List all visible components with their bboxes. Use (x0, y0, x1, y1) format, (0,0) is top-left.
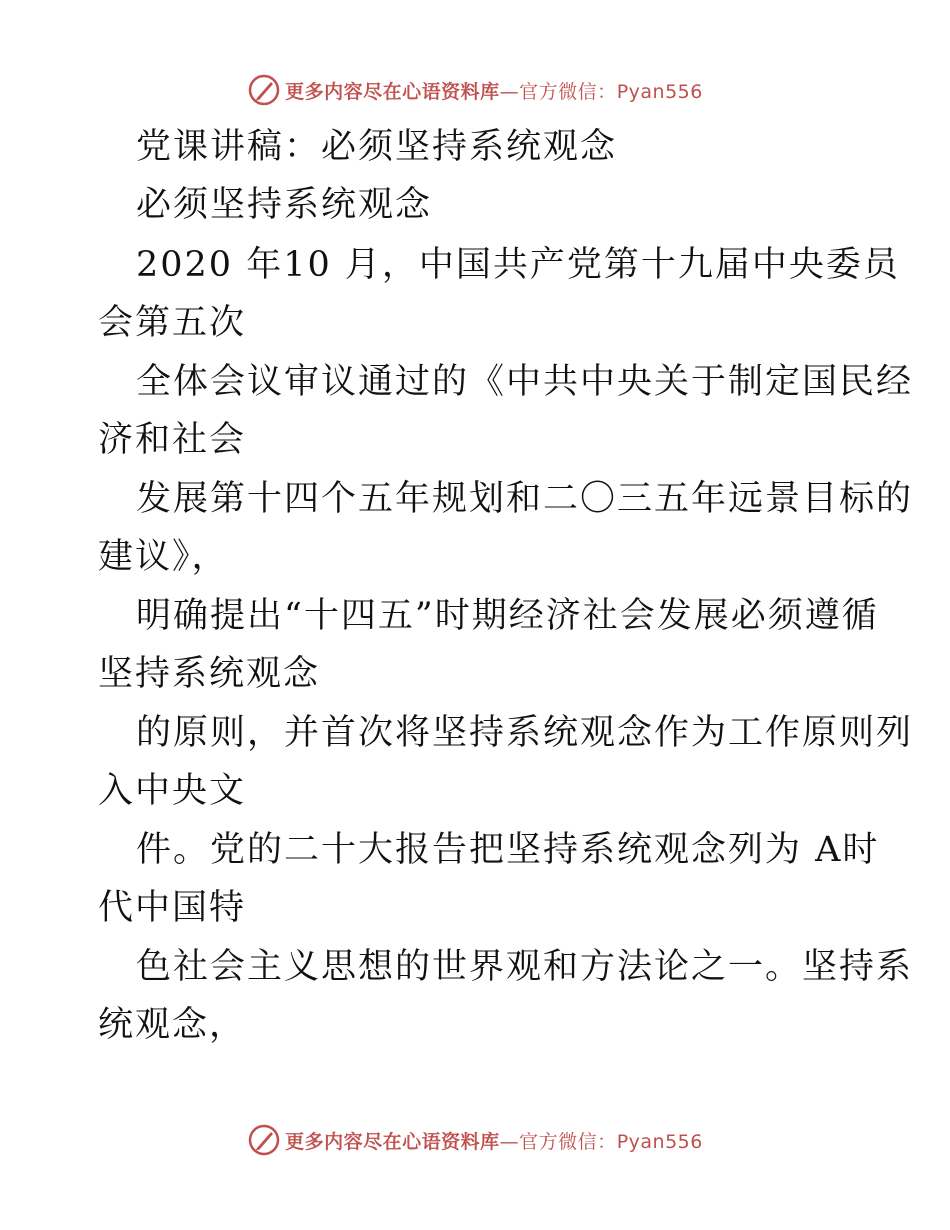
watermark-separator: — (499, 1130, 520, 1153)
watermark-text (285, 77, 703, 104)
doc-line: 代中国特 (98, 888, 247, 928)
doc-line: 的原则，并首次将坚持系统观念作为工作原则列 (136, 713, 914, 753)
quill-pen-logo-icon (247, 1123, 281, 1157)
doc-subtitle: 必须坚持系统观念 (136, 185, 433, 225)
doc-line: 会第五次 (98, 303, 247, 343)
footer-watermark (0, 1120, 950, 1160)
watermark-wechat-id: Pyan556 (616, 1130, 703, 1153)
watermark-brand: 更多内容尽在心语资料库 (285, 80, 500, 103)
doc-line: 件。党的二十大报告把坚持系统观念列为 A时 (136, 830, 880, 870)
watermark-wechat-label: 官方微信： (519, 80, 617, 103)
doc-line: 坚持系统观念 (98, 654, 321, 694)
watermark-wechat-label: 官方微信： (519, 1130, 617, 1153)
doc-line: 色社会主义思想的世界观和方法论之一。坚持系 (136, 947, 914, 987)
watermark-wechat-id: Pyan556 (616, 80, 703, 103)
watermark-text (285, 1127, 703, 1154)
doc-line: 济和社会 (98, 420, 247, 460)
watermark-separator: — (499, 80, 520, 103)
header-watermark (0, 70, 950, 110)
doc-line: 发展第十四个五年规划和二〇三五年远景目标的 (136, 479, 914, 519)
doc-line: 统观念， (98, 1005, 247, 1045)
doc-line: 入中央文 (98, 771, 247, 811)
doc-line: 明确提出“十四五”时期经济社会发展必须遵循 (136, 596, 879, 636)
doc-title: 党课讲稿：必须坚持系统观念 (136, 127, 618, 167)
watermark-brand: 更多内容尽在心语资料库 (285, 1130, 500, 1153)
doc-line: 2020 年10 月，中国共产党第十九届中央委员 (136, 245, 900, 285)
quill-pen-logo-icon (247, 73, 281, 107)
doc-line: 建议》， (98, 537, 229, 577)
doc-line: 全体会议审议通过的《中共中央关于制定国民经 (136, 362, 914, 402)
